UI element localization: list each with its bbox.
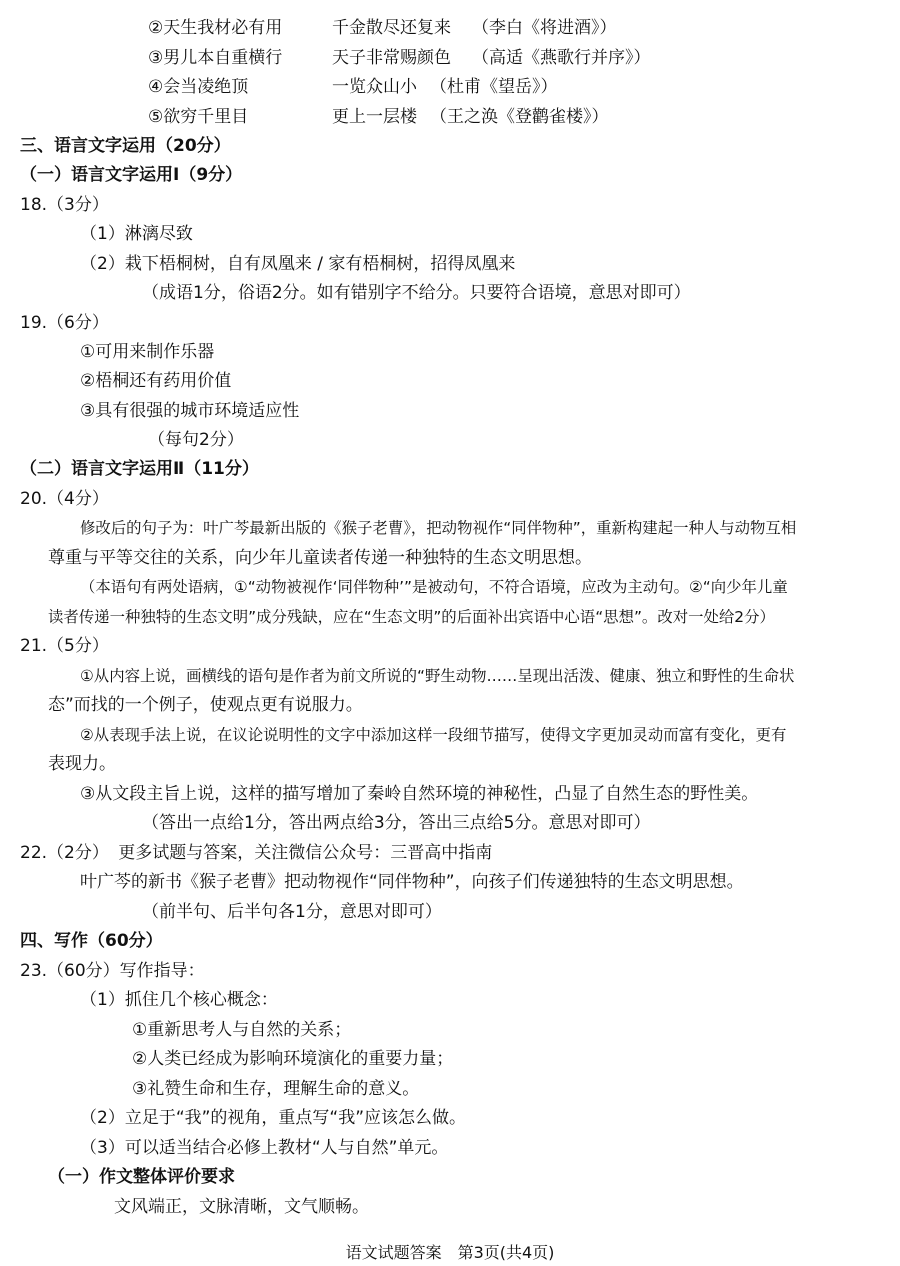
concept-item: ③礼赞生命和生存，理解生命的意义。	[132, 1079, 420, 1099]
question-number: 19.（6分）	[20, 313, 109, 333]
scoring-note: （每句2分）	[148, 430, 244, 450]
answer-line: （2）立足于“我”的视角，重点写“我”应该怎么做。	[80, 1108, 467, 1128]
answer-line: （2）栽下梧桐树，自有凤凰来 / 家有梧桐树，招得凤凰来	[80, 254, 516, 274]
poem-line-first: ④会当凌绝顶	[148, 77, 249, 97]
subsection-heading: （二）语言文字运用Ⅱ（11分）	[20, 459, 259, 479]
poem-line-first: ②天生我材必有用	[148, 18, 283, 38]
answer-line: ①从内容上说，画横线的语句是作者为前文所说的“野生动物……呈现出活泼、健康、独立和野性的生命状	[80, 667, 795, 685]
concept-item: ②人类已经成为影响环境演化的重要力量；	[132, 1049, 454, 1069]
poem-row	[0, 76, 900, 98]
question-number: 22.（2分）	[20, 843, 109, 863]
poem-source: （李白《将进酒》）	[472, 18, 617, 38]
scoring-note: （前半句、后半句各1分，意思对即可）	[142, 902, 442, 922]
answer-line: ②梧桐还有药用价值	[80, 371, 232, 391]
answer-line: 修改后的句子为：叶广芩最新出版的《猴子老曹》，把动物视作“同伴物种”，重新构建起一种人与动物互相	[80, 519, 797, 537]
answer-line: 表现力。	[48, 754, 116, 774]
question-row	[20, 842, 492, 864]
subsection-heading: （一）语言文字运用Ⅰ（9分）	[20, 165, 243, 185]
poem-source: （高适《燕歌行并序》）	[472, 48, 651, 68]
poem-line-second: 千金散尽还复来	[332, 18, 451, 38]
scoring-note: （成语1分，俗语2分。如有错别字不给分。只要符合语境，意思对即可）	[142, 283, 691, 303]
answer-line: （1）淋漓尽致	[80, 224, 193, 244]
poem-line-second: 一览众山小	[332, 77, 417, 97]
poem-line-second: 天子非常赐颜色	[332, 48, 451, 68]
answer-line: ③从文段主旨上说，这样的描写增加了秦岭自然环境的神秘性，凸显了自然生态的野性美。	[80, 784, 759, 804]
section-heading: 三、语言文字运用（20分）	[20, 136, 231, 156]
answer-line: （1）抓住几个核心概念：	[80, 990, 278, 1010]
page-footer: 语文试题答案 第3页(共4页)	[345, 1243, 555, 1262]
promo-text: 更多试题与答案，关注微信公众号：三晋高中指南	[118, 843, 493, 863]
question-number: 20.（4分）	[20, 489, 109, 509]
answer-line: 文风端正，文脉清晰，文气顺畅。	[114, 1197, 369, 1217]
answer-line: 尊重与平等交往的关系，向少年儿童读者传递一种独特的生态文明思想。	[48, 548, 592, 568]
question-number: 18.（3分）	[20, 195, 109, 215]
question-number: 21.（5分）	[20, 636, 109, 656]
concept-item: ①重新思考人与自然的关系；	[132, 1020, 352, 1040]
poem-row	[0, 106, 900, 128]
poem-source: （杜甫《望岳》）	[430, 77, 558, 97]
question-number: 23.（60分）写作指导：	[20, 961, 205, 981]
scoring-note: （答出一点给1分，答出两点给3分，答出三点给5分。意思对即可）	[142, 813, 651, 833]
poem-source: （王之涣《登鹳雀楼》）	[430, 107, 609, 127]
answer-line: 叶广芩的新书《猴子老曹》把动物视作“同伴物种”，向孩子们传递独特的生态文明思想。	[80, 872, 744, 892]
poem-line-first: ⑤欲穷千里目	[148, 107, 249, 127]
section-heading: 四、写作（60分）	[20, 931, 163, 951]
answer-line: ②从表现手法上说，在议论说明性的文字中添加这样一段细节描写，使得文字更加灵动而富有变化，更有	[80, 726, 787, 744]
answer-line: ①可用来制作乐器	[80, 342, 215, 362]
scoring-note: 读者传递一种独特的生态文明”成分残缺，应在“生态文明”的后面补出宾语中心语“思想”。改对一处给2分）	[48, 608, 775, 626]
answer-line: 态”而找的一个例子，使观点更有说服力。	[48, 695, 363, 715]
poem-line-first: ③男儿本自重横行	[148, 48, 283, 68]
answer-line: ③具有很强的城市环境适应性	[80, 401, 300, 421]
poem-row	[0, 17, 900, 39]
poem-line-second: 更上一层楼	[332, 107, 417, 127]
answer-line: （3）可以适当结合必修上教材“人与自然”单元。	[80, 1138, 449, 1158]
subsection-heading: （一）作文整体评价要求	[48, 1167, 235, 1187]
poem-row	[0, 47, 900, 69]
scoring-note: （本语句有两处语病，①“动物被视作‘同伴物种’”是被动句，不符合语境，应改为主动句。②“向少年儿童	[80, 578, 788, 596]
